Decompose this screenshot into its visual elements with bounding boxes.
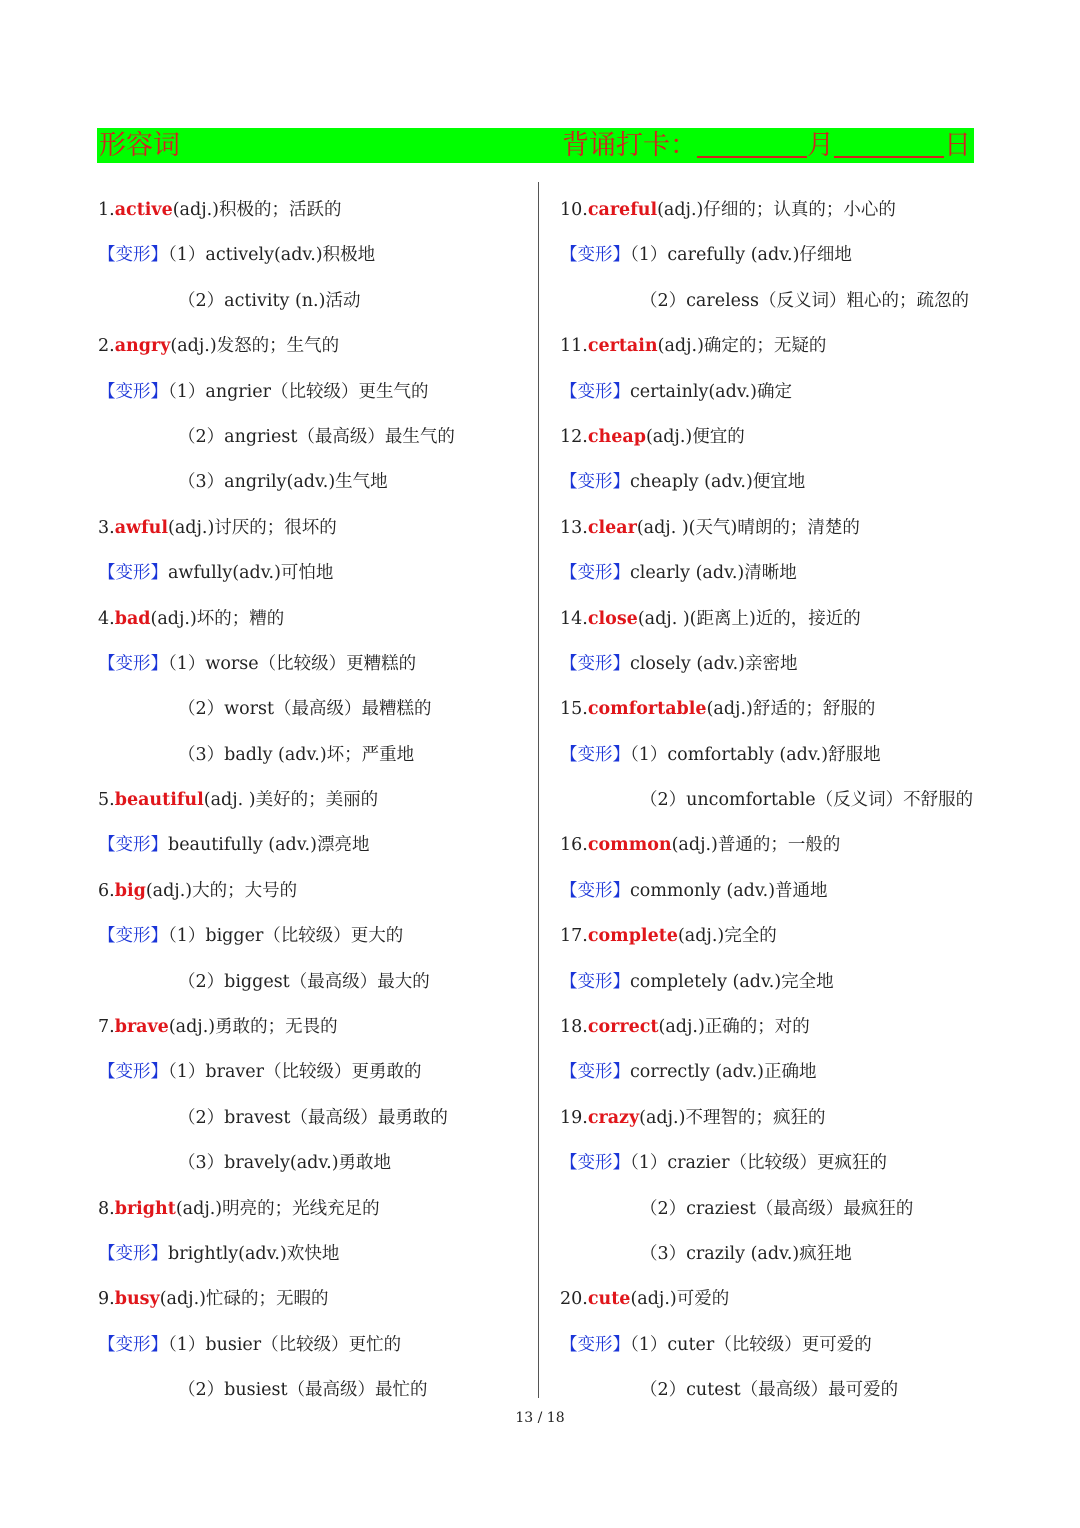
entry-definition: (adj.)忙碌的；无暇的 (159, 1289, 329, 1310)
variant-line (98, 373, 455, 418)
entry-definition: (adj.)普通的；一般的 (671, 835, 841, 856)
variant-tag: 【变形】 (560, 744, 630, 765)
entry-definition: (adj. )美好的；美丽的 (203, 790, 379, 811)
entry-word: comfortable (587, 699, 707, 720)
variant-tag: 【变形】 (98, 926, 168, 947)
variant-subline (560, 1235, 973, 1280)
entry-word: active (114, 200, 173, 220)
variant-text: （3）crazily (adv.)疯狂地 (640, 1243, 852, 1264)
variant-text: （3）badly (adv.)坏；严重地 (178, 744, 415, 765)
vocab-entry (560, 1280, 973, 1325)
variant-tag: 【变形】 (98, 1334, 168, 1355)
variant-subline (98, 1099, 455, 1144)
entry-word: cheap (587, 426, 646, 447)
variant-tag: 【变形】 (98, 1243, 168, 1264)
left-column (98, 191, 455, 1417)
vocab-entry (98, 781, 455, 826)
vocab-entry (98, 1008, 455, 1053)
variant-subline (98, 463, 455, 508)
variant-line (560, 463, 973, 508)
entry-word: certain (587, 336, 658, 357)
entry-word: complete (587, 926, 678, 947)
variant-text: clearly (adv.)清晰地 (630, 563, 797, 584)
variant-text: （1）cuter（比较级）更可爱的 (630, 1334, 872, 1355)
checkin-text: 背诵打卡： (562, 130, 697, 161)
entry-definition: (adj. )(天气)晴朗的；清楚的 (636, 517, 860, 538)
variant-tag: 【变形】 (560, 1334, 630, 1355)
entry-number: 6. (98, 880, 115, 901)
variant-line (560, 236, 973, 281)
variant-text: cheaply (adv.)便宜地 (630, 472, 806, 493)
vocab-entry (560, 1099, 973, 1144)
variant-text: correctly (adv.)正确地 (630, 1062, 817, 1083)
entry-definition: (adj.)不理智的；疯狂的 (639, 1107, 826, 1128)
variant-line (560, 963, 973, 1008)
day-blank[interactable] (834, 128, 944, 158)
vocab-entry (560, 600, 973, 645)
variant-line (98, 1326, 455, 1371)
variant-line (560, 373, 973, 418)
entry-word: common (587, 835, 672, 856)
variant-tag: 【变形】 (98, 1062, 168, 1083)
variant-text: （1）busier（比较级）更忙的 (168, 1334, 402, 1355)
variant-text: （2）bravest（最高级）最勇敢的 (178, 1107, 448, 1128)
entry-definition: (adj.)确定的；无疑的 (657, 336, 827, 357)
entry-definition: (adj.)舒适的；舒服的 (706, 699, 876, 720)
vocab-entry (560, 191, 973, 236)
day-label: 日 (944, 130, 971, 161)
variant-text: （2）biggest（最高级）最大的 (178, 971, 430, 992)
entry-number: 14. (560, 608, 588, 629)
vocab-entry (560, 509, 973, 554)
entry-definition: (adj.)发怒的；生气的 (170, 336, 340, 357)
entry-number: 8. (98, 1198, 115, 1219)
entry-definition: (adj.)仔细的；认真的；小心的 (657, 200, 896, 220)
variant-text: （2）uncomfortable（反义词）不舒服的 (640, 790, 974, 811)
vocab-entry (560, 327, 973, 372)
variant-text: （2）craziest（最高级）最疯狂的 (640, 1198, 914, 1219)
variant-text: （1）carefully (adv.)仔细地 (630, 245, 852, 266)
vocab-entry (560, 917, 973, 962)
variant-text: （3）angrily(adv.)生气地 (178, 472, 388, 493)
entry-number: 2. (98, 336, 115, 357)
entry-word: correct (587, 1017, 659, 1038)
entry-number: 13. (560, 517, 588, 538)
variant-text: certainly(adv.)确定 (630, 381, 793, 402)
variant-tag: 【变形】 (560, 971, 630, 992)
section-header-bar (97, 128, 974, 163)
variant-subline (560, 1190, 973, 1235)
checkin-label (562, 128, 971, 163)
vocab-entry (98, 600, 455, 645)
variant-subline (560, 282, 973, 327)
entry-word: awful (114, 517, 169, 538)
entry-number: 17. (560, 926, 588, 947)
entry-number: 4. (98, 608, 115, 629)
entry-word: cute (587, 1289, 631, 1310)
entry-number: 5. (98, 790, 115, 811)
variant-tag: 【变形】 (98, 835, 168, 856)
entry-number: 19. (560, 1107, 588, 1128)
variant-text: （1）crazier（比较级）更疯狂的 (630, 1153, 888, 1174)
variant-line (98, 554, 455, 599)
variant-line (560, 554, 973, 599)
entry-number: 18. (560, 1017, 588, 1038)
entry-definition: (adj.)正确的；对的 (658, 1017, 810, 1038)
variant-text: （2）cutest（最高级）最可爱的 (640, 1380, 899, 1401)
entry-number: 16. (560, 835, 588, 856)
variant-subline (98, 690, 455, 735)
entry-definition: (adj.)讨厌的；很坏的 (168, 517, 337, 538)
variant-text: commonly (adv.)普通地 (630, 880, 828, 901)
entry-number: 9. (98, 1289, 115, 1310)
entry-number: 7. (98, 1017, 115, 1038)
variant-text: （1）comfortably (adv.)舒服地 (630, 744, 881, 765)
variant-text: （2）worst（最高级）最糟糕的 (178, 699, 432, 720)
entry-word: bad (114, 608, 151, 629)
variant-subline (560, 781, 973, 826)
variant-text: （2）careless（反义词）粗心的；疏忽的 (640, 290, 970, 311)
variant-text: （3）bravely(adv.)勇敢地 (178, 1153, 392, 1174)
entry-word: bright (114, 1198, 176, 1219)
variant-line (560, 736, 973, 781)
entry-word: close (587, 608, 638, 629)
entry-word: angry (114, 336, 171, 357)
entry-definition: (adj.)便宜的 (645, 426, 745, 447)
variant-text: （2）angriest（最高级）最生气的 (178, 426, 455, 447)
vocab-entry (98, 1190, 455, 1235)
entry-definition: (adj.)完全的 (677, 926, 777, 947)
variant-text: brightly(adv.)欢快地 (168, 1243, 340, 1264)
entry-definition: (adj.)明亮的；光线充足的 (175, 1198, 380, 1219)
variant-line (98, 917, 455, 962)
variant-line (98, 236, 455, 281)
entry-definition: (adj.)可爱的 (630, 1289, 730, 1310)
variant-tag: 【变形】 (560, 472, 630, 493)
variant-line (98, 826, 455, 871)
entry-definition: (adj.)勇敢的；无畏的 (168, 1017, 338, 1038)
variant-line (560, 1326, 973, 1371)
variant-text: （1）actively(adv.)积极地 (168, 245, 376, 266)
entry-number: 11. (560, 336, 588, 357)
variant-tag: 【变形】 (98, 245, 168, 266)
vocab-entry (98, 1280, 455, 1325)
variant-line (560, 1053, 973, 1098)
variant-tag: 【变形】 (560, 1062, 630, 1083)
variant-tag: 【变形】 (560, 563, 630, 584)
variant-line (98, 1053, 455, 1098)
variant-line (560, 1144, 973, 1189)
entry-number: 3. (98, 517, 115, 538)
variant-tag: 【变形】 (98, 563, 168, 584)
variant-text: （1）worse（比较级）更糟糕的 (168, 653, 417, 674)
entry-word: big (114, 880, 146, 901)
variant-text: beautifully (adv.)漂亮地 (168, 835, 370, 856)
variant-subline (98, 282, 455, 327)
column-divider (538, 182, 539, 1398)
variant-tag: 【变形】 (560, 1153, 630, 1174)
variant-line (98, 645, 455, 690)
vocab-entry (98, 327, 455, 372)
variant-tag: 【变形】 (560, 880, 630, 901)
variant-tag: 【变形】 (98, 381, 168, 402)
variant-subline (98, 1144, 455, 1189)
variant-text: completely (adv.)完全地 (630, 971, 834, 992)
variant-text: closely (adv.)亲密地 (630, 653, 798, 674)
entry-word: clear (587, 517, 637, 538)
vocab-entry (560, 690, 973, 735)
variant-subline (98, 736, 455, 781)
variant-text: （2）busiest（最高级）最忙的 (178, 1380, 428, 1401)
variant-text: （1）bigger（比较级）更大的 (168, 926, 404, 947)
variant-tag: 【变形】 (560, 653, 630, 674)
entry-word: careful (587, 200, 658, 220)
vocab-entry (98, 191, 455, 236)
entry-word: beautiful (114, 790, 204, 811)
entry-number: 20. (560, 1289, 588, 1310)
vocab-entry (560, 826, 973, 871)
page-number: 13 / 18 (515, 1410, 565, 1426)
entry-definition: (adj.)大的；大号的 (145, 880, 298, 901)
variant-text: （1）braver（比较级）更勇敢的 (168, 1062, 422, 1083)
entry-word: crazy (587, 1107, 640, 1128)
variant-text: （1）angrier（比较级）更生气的 (168, 381, 429, 402)
entry-definition: (adj.)积极的；活跃的 (172, 200, 342, 220)
entry-number: 15. (560, 699, 588, 720)
variant-tag: 【变形】 (560, 245, 630, 266)
variant-subline (98, 963, 455, 1008)
variant-tag: 【变形】 (560, 381, 630, 402)
entry-definition: (adj.)坏的；糟的 (150, 608, 285, 629)
variant-text: （2）activity (n.)活动 (178, 290, 361, 311)
entry-number: 10. (560, 200, 588, 220)
vocab-entry (560, 418, 973, 463)
vocab-entry (98, 509, 455, 554)
variant-subline (98, 418, 455, 463)
entry-definition: (adj. )(距离上)近的，接近的 (637, 608, 861, 629)
vocab-entry (98, 872, 455, 917)
variant-line (560, 645, 973, 690)
right-column (560, 191, 973, 1417)
variant-text: awfully(adv.)可怕地 (168, 563, 334, 584)
entry-number: 1. (98, 200, 115, 220)
month-label: 月 (807, 130, 834, 161)
month-blank[interactable] (697, 128, 807, 158)
variant-line (98, 1235, 455, 1280)
vocab-entry (560, 1008, 973, 1053)
variant-tag: 【变形】 (98, 653, 168, 674)
entry-number: 12. (560, 426, 588, 447)
entry-word: busy (114, 1289, 160, 1310)
section-title: 形容词 (99, 130, 180, 161)
variant-line (560, 872, 973, 917)
entry-word: brave (114, 1017, 169, 1038)
